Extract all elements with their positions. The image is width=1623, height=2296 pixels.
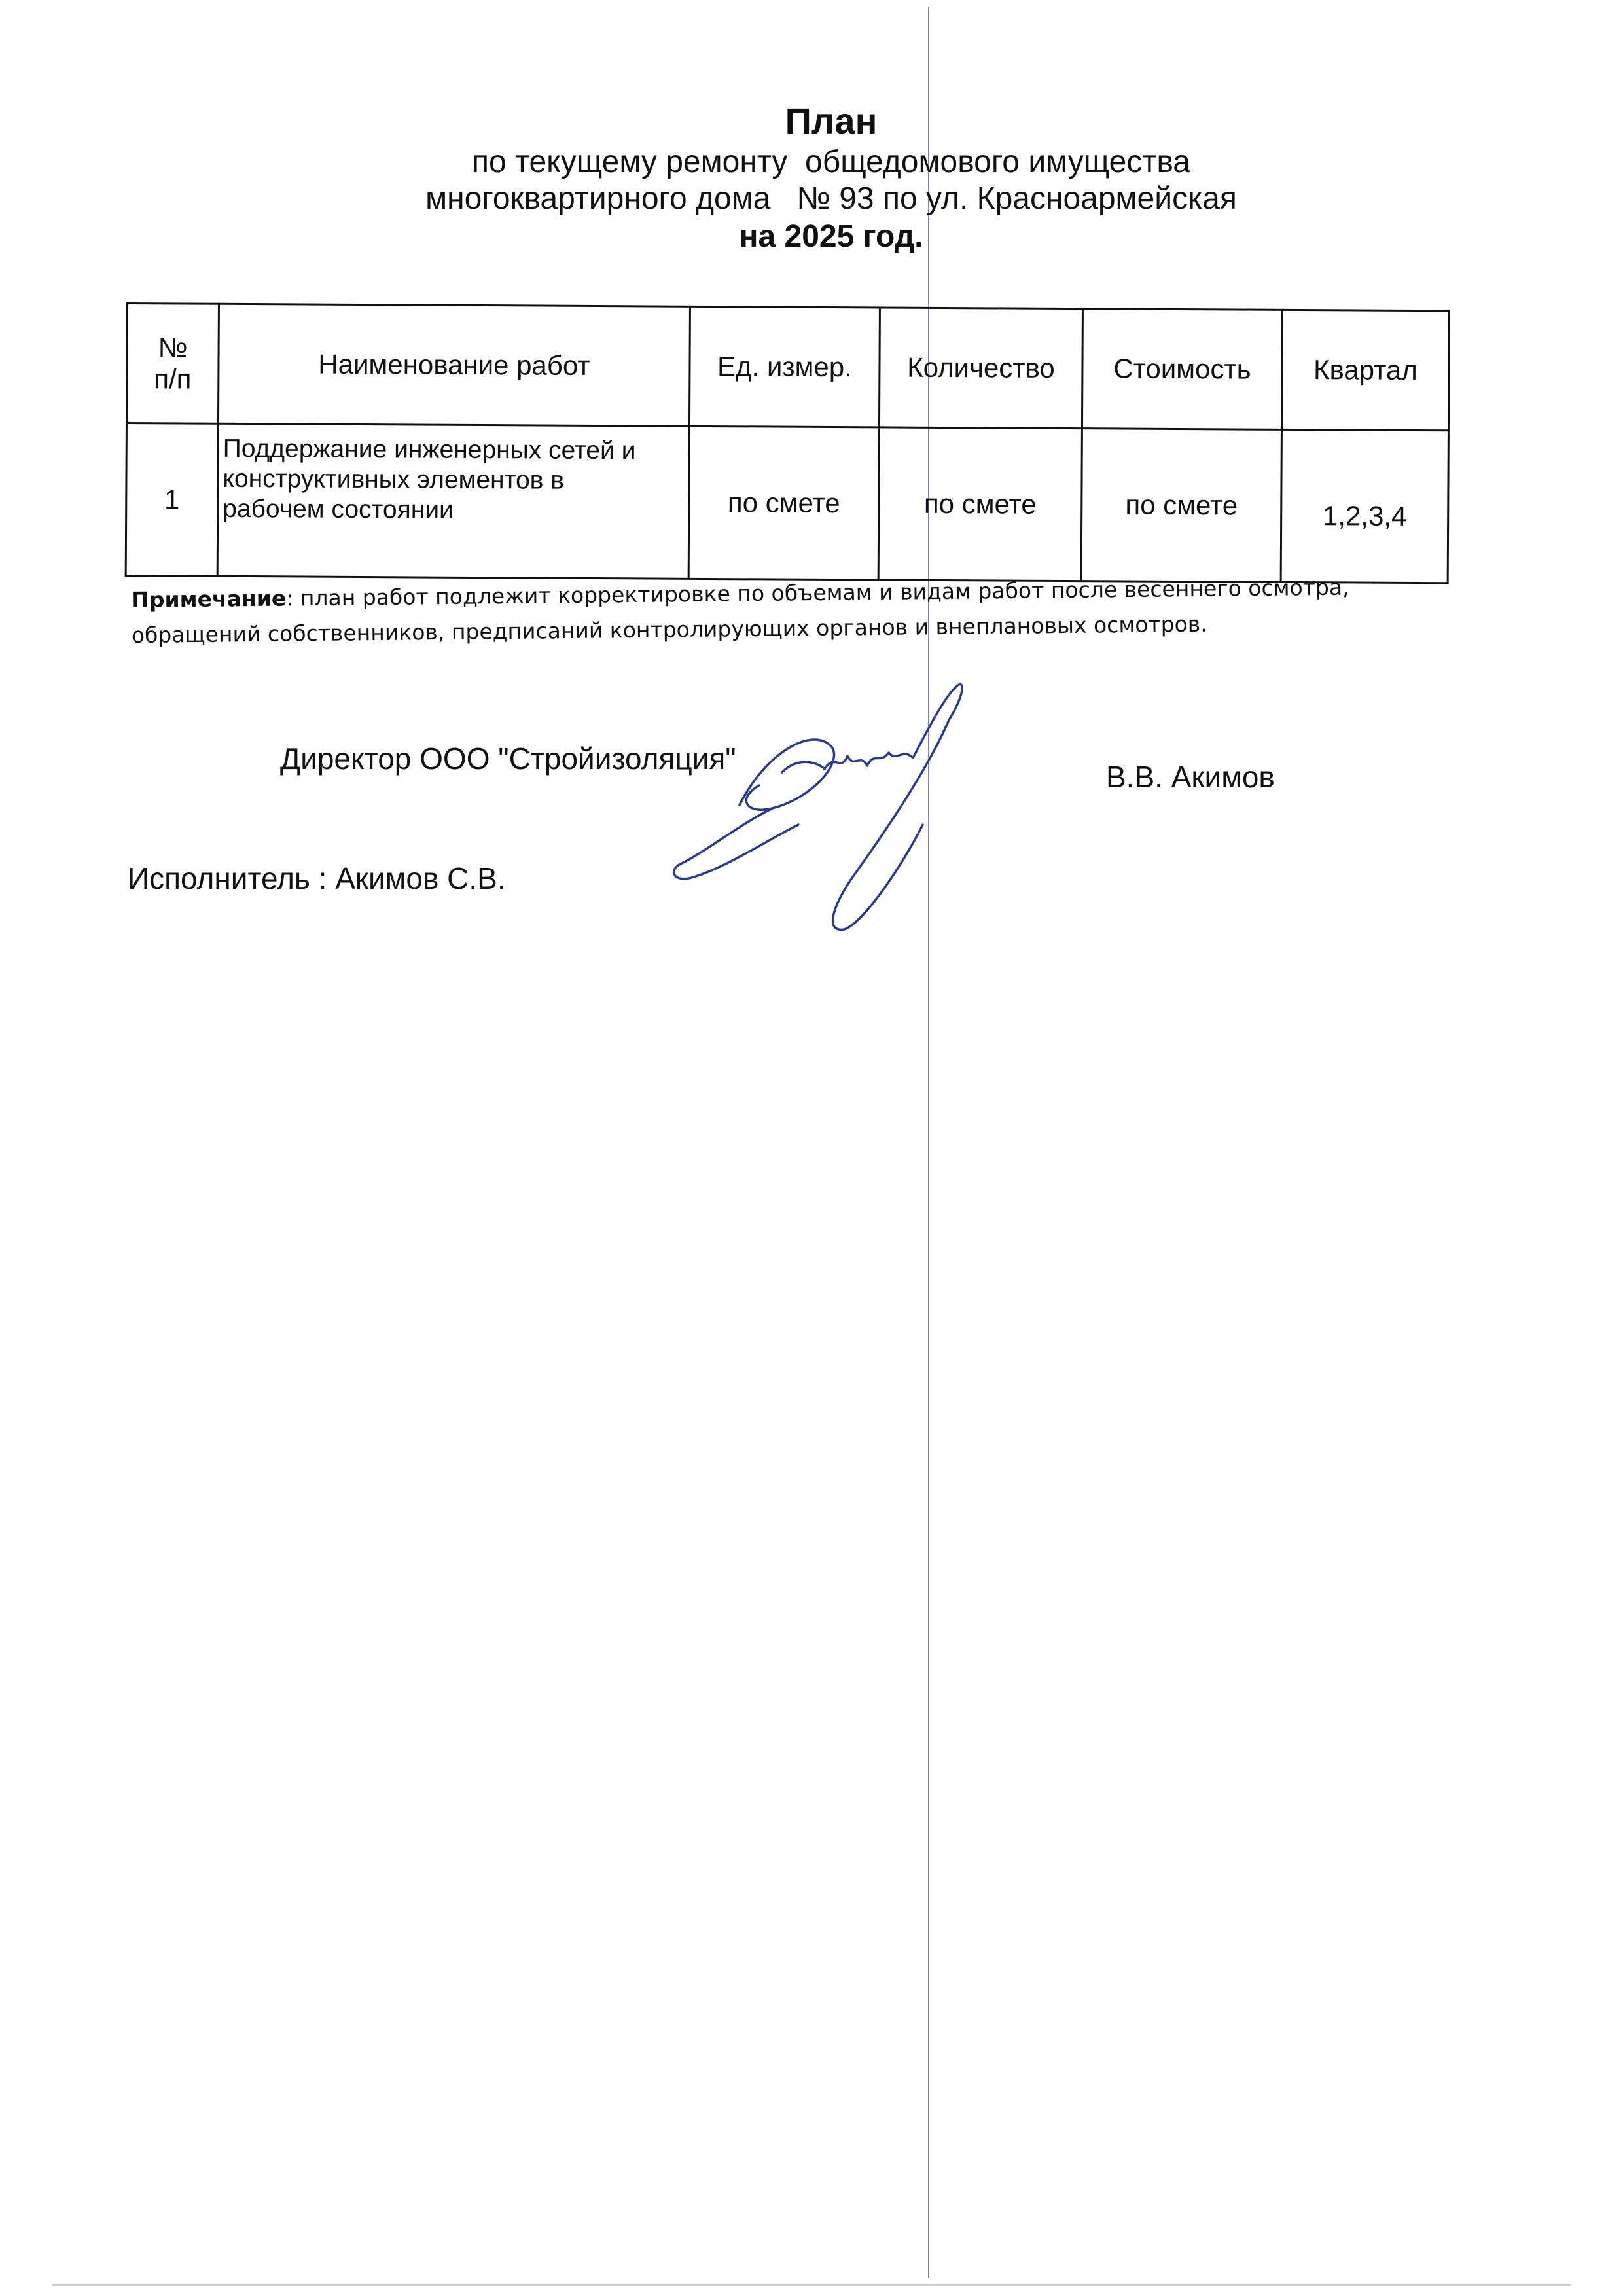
handwritten-signature bbox=[668, 674, 1034, 949]
title-block bbox=[0, 98, 1623, 257]
document-subtitle-year: на 2025 год. bbox=[739, 219, 923, 254]
row-work-name-line1: Поддержание инженерных сетей и bbox=[223, 434, 636, 465]
executor-line: Исполнитель : Акимов С.В. bbox=[128, 861, 506, 895]
header-quantity: Количество bbox=[879, 308, 1082, 429]
note-text-line2: обращений собственников, предписаний контролирующих органов и внеплановых осмотров. bbox=[131, 611, 1207, 648]
header-num-abbrev: п/п bbox=[154, 363, 192, 395]
row-cost: по смете bbox=[1081, 429, 1281, 583]
row-quarter: 1,2,3,4 bbox=[1281, 429, 1448, 583]
page-bottom-edge bbox=[52, 2284, 1571, 2286]
note-label: Примечание bbox=[131, 585, 287, 613]
signature-stroke-loop bbox=[740, 740, 834, 810]
row-num: 1 bbox=[126, 423, 218, 577]
plan-table-wrapper bbox=[125, 302, 1448, 584]
table-row bbox=[126, 423, 1448, 583]
table-header-row bbox=[126, 304, 1449, 431]
header-unit: Ед. измер. bbox=[689, 306, 880, 427]
director-title: Директор ООО "Стройизоляция" bbox=[280, 742, 736, 776]
document-title: План bbox=[785, 100, 878, 141]
header-num-symbol: № bbox=[158, 332, 188, 363]
signature-stroke-letters bbox=[782, 753, 913, 772]
signature-stroke-descender bbox=[833, 720, 949, 929]
row-work-name-line3: рабочем состоянии bbox=[223, 494, 454, 524]
header-quarter: Квартал bbox=[1281, 310, 1449, 430]
director-name: В.В. Акимов bbox=[1106, 760, 1275, 794]
header-work-name: Наименование работ bbox=[218, 304, 690, 426]
note-block bbox=[131, 569, 1454, 653]
plan-table bbox=[125, 302, 1450, 584]
row-unit: по смете bbox=[688, 426, 879, 580]
note-text-line1: : план работ подлежит корректировке по объемам и видам работ после весеннего осмотра, bbox=[286, 574, 1349, 611]
row-quantity: по смете bbox=[878, 427, 1082, 581]
signature-stroke-upper bbox=[913, 685, 962, 758]
row-work-name bbox=[217, 423, 689, 579]
header-num bbox=[126, 304, 219, 424]
row-work-name-line2: конструктивных элементов в bbox=[223, 464, 565, 495]
document-subtitle-line1: по текущему ремонту общедомового имущества bbox=[472, 145, 1190, 179]
header-cost: Стоимость bbox=[1082, 309, 1282, 430]
signature-strokes bbox=[674, 685, 963, 930]
document-subtitle-line2: многоквартирного дома № 93 по ул. Красноармейская bbox=[425, 181, 1237, 216]
signature-stroke-tail bbox=[674, 808, 798, 879]
